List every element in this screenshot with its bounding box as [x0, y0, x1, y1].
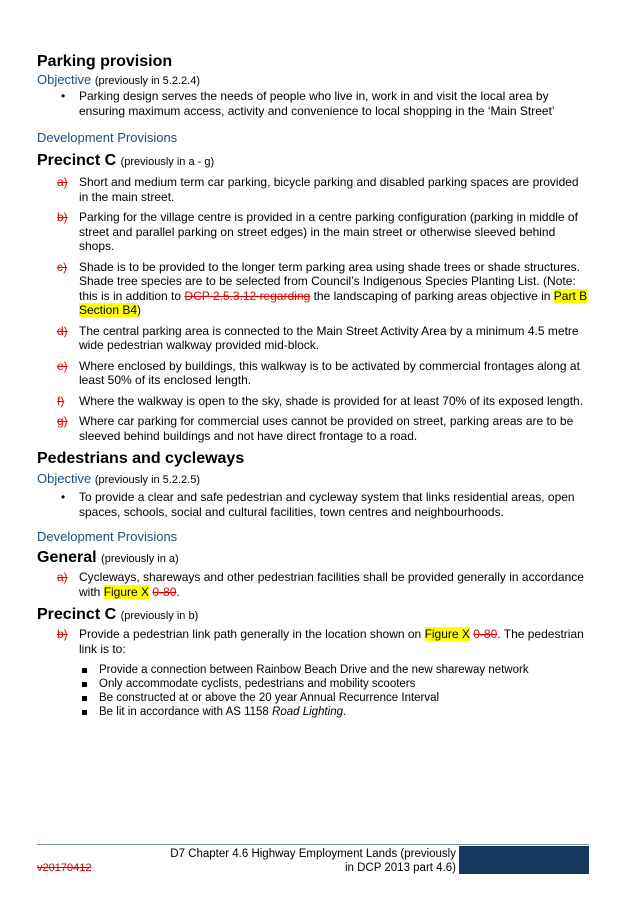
sub-bullet: [37, 691, 589, 705]
list-item: [37, 359, 589, 388]
item-text: Parking for the village centre is provided in a centre parking configuration (parking in middle of street and parallel parking on street edges) in the main street or otherwise sleeved behind shops.: [79, 210, 578, 253]
item-text: The central parking area is connected to the Main Street Activity Area by a minimum 4.5 metre wide pedestrian walkway provided mid-block.: [79, 323, 579, 352]
precinct-ref: (previously in b): [120, 610, 199, 622]
highlighted-reference: Figure X: [103, 584, 150, 599]
dev-provisions-text: Development Provisions: [37, 529, 178, 544]
square-bullet-icon: [82, 696, 87, 701]
sub-bullet: [37, 705, 589, 719]
highlighted-reference: Figure X: [424, 627, 470, 641]
sub-bullet: [37, 677, 589, 691]
general-label: General: [37, 549, 97, 566]
bullet-text: To provide a clear and safe pedestrian and cycleway system that links residential areas, open spaces, schools, social and cultural facilities, town centres and neighbourhoods.: [79, 490, 575, 519]
general-ref: (previously in a): [101, 553, 179, 565]
precinct-label: Precinct C: [37, 606, 117, 623]
item-marker: b): [57, 627, 68, 641]
item-marker: e): [57, 358, 68, 373]
footer-color-block: [459, 846, 589, 874]
objective-bullet: [37, 89, 589, 118]
sub-bullet-text: Only accommodate cyclists, pedestrians and mobility scooters: [99, 678, 416, 690]
item-marker: a): [57, 175, 68, 189]
footer-title: D7 Chapter 4.6 Highway Employment Lands (previously in DCP 2013 part 4.6): [170, 848, 456, 874]
list-item: [37, 394, 589, 409]
dev-provisions-text: Development Provisions: [37, 130, 178, 145]
precinct-heading: [37, 151, 589, 172]
precinct-heading: [37, 605, 589, 626]
item-text: Shade is to be provided to the longer term parking area using shade trees or shade structures. Shade tree species are to be selected from Council’s Indigenous Species Planting List. (Note: this is in addition to: [79, 259, 580, 303]
item-marker: c): [57, 259, 67, 274]
objective-label: Objective: [37, 72, 92, 87]
bullet-dot: •: [61, 89, 66, 103]
footer-divider: [37, 844, 589, 845]
sub-bullet-text: .: [343, 706, 347, 718]
square-bullet-icon: [82, 682, 87, 687]
list-item: [37, 627, 589, 656]
objective-ref: (previously in 5.2.2.4): [94, 75, 200, 87]
item-text: Short and medium term car parking, bicycle parking and disabled parking spaces are provided in the main street.: [79, 175, 579, 204]
heading-text: Parking provision: [37, 53, 173, 70]
item-text: Where the walkway is open to the sky, shade is provided for at least 70% of its exposed length.: [79, 393, 584, 408]
list-item: [37, 324, 589, 353]
footer-version: v20170412: [37, 862, 92, 874]
deleted-text: 0-80: [152, 584, 177, 599]
item-text: Where enclosed by buildings, this walkway is to be activated by commercial frontages along at least 50% of its enclosed length.: [79, 358, 580, 387]
item-marker: b): [57, 210, 68, 224]
deleted-text: 0-80: [473, 627, 498, 641]
item-text: Provide a pedestrian link path generally in the location shown on: [79, 627, 425, 641]
highlighted-reference: Part B Section B4: [79, 288, 588, 317]
section-heading-parking: [37, 52, 589, 72]
item-marker: a): [57, 570, 68, 584]
section-heading-pedestrians: [37, 449, 589, 469]
list-item: [37, 260, 589, 318]
dev-provisions-heading: [37, 130, 589, 146]
list-item: [37, 414, 589, 443]
heading-text: Pedestrians and cycleways: [37, 450, 245, 467]
item-text: . The pedestrian link is to:: [79, 627, 584, 656]
bullet-dot: •: [61, 490, 66, 504]
precinct-label: Precinct C: [37, 152, 117, 169]
item-marker: f): [57, 393, 65, 408]
dev-provisions-heading: [37, 529, 589, 545]
sub-bullet-list: [37, 663, 589, 719]
objective-heading: [37, 72, 589, 89]
item-marker: d): [57, 323, 68, 338]
objective-heading: [37, 471, 589, 488]
page-content: [37, 50, 589, 719]
sub-bullet-text: Be lit in accordance with AS 1158: [99, 706, 273, 718]
sub-bullet: [37, 663, 589, 677]
item-text: ): [137, 303, 142, 317]
objective-ref: (previously in 5.2.2.5): [94, 474, 200, 486]
list-item: [37, 570, 589, 599]
square-bullet-icon: [82, 668, 87, 673]
deleted-text: DCP 2.5.3.12 regarding: [184, 288, 311, 303]
objective-bullet: [37, 490, 589, 519]
item-text: the landscaping of parking areas objective in: [310, 288, 554, 303]
objective-label: Objective: [37, 471, 92, 486]
general-heading: [37, 548, 589, 569]
list-item: [37, 210, 589, 254]
sub-bullet-text: Provide a connection between Rainbow Beach Drive and the new shareway network: [99, 664, 529, 676]
item-text: Cycleways, shareways and other pedestrian facilities shall be provided generally in accordance with: [79, 570, 584, 599]
item-text: Where car parking for commercial uses cannot be provided on street, parking areas are to be sleeved behind buildings and not have direct frontage to a road.: [79, 414, 574, 443]
bullet-text: Parking design serves the needs of people who live in, work in and visit the local area by ensuring maximum access, activity and convenience to local shopping in the ‘Main Street’: [79, 89, 555, 118]
item-marker: g): [57, 414, 68, 428]
square-bullet-icon: [82, 710, 87, 715]
item-text: .: [176, 584, 180, 599]
precinct-ref: (previously in a - g): [120, 156, 215, 168]
list-item: [37, 175, 589, 204]
sub-bullet-text: Be constructed at or above the 20 year Annual Recurrence Interval: [99, 692, 440, 704]
standard-title: Road Lighting: [272, 706, 344, 718]
